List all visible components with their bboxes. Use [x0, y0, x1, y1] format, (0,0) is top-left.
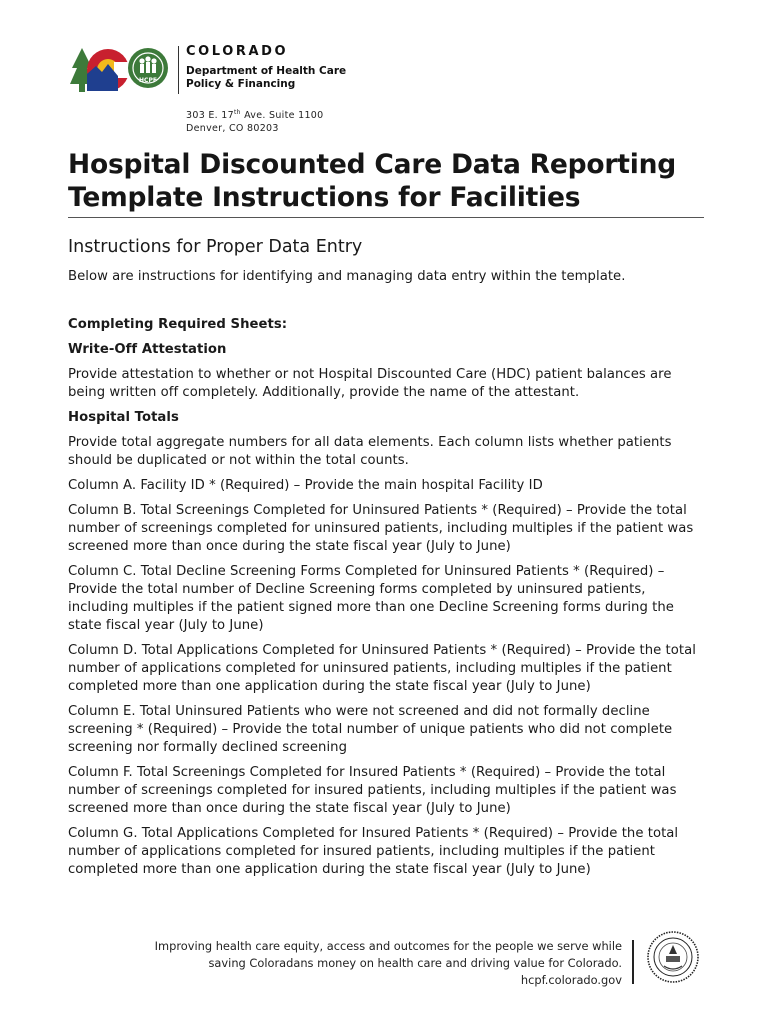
- state-name: COLORADO: [186, 44, 289, 59]
- address-line-2: Denver, CO 80203: [186, 123, 279, 135]
- agency-logo: [68, 44, 368, 136]
- address: [186, 106, 323, 135]
- column-g-paragraph: Column G. Total Applications Completed for Insured Patients * (Required) – Provide the total number of applications completed for insured patients, including multiples if the patient completed more than one application during the state fiscal year (July to June): [68, 826, 679, 877]
- document-subtitle: Instructions for Proper Data Entry: [68, 237, 363, 257]
- document-title: Hospital Discounted Care Data Reporting Template Instructions for Facilities: [68, 148, 704, 218]
- footer-line-2: saving Coloradans money on health care and driving value for Colorado.: [208, 956, 622, 970]
- logo-badge-text: HCPF: [139, 77, 157, 84]
- column-f-paragraph: Column F. Total Screenings Completed for Insured Patients * (Required) – Provide the total number of screenings completed for insured patients, including multiples if the patient was screened more than once during the state fiscal year (July to June): [68, 765, 677, 816]
- logo-text: [186, 44, 346, 91]
- department-line-1: Department of Health Care: [186, 65, 347, 77]
- department-line-2: Policy & Financing: [186, 78, 296, 90]
- write-off-paragraph: Provide attestation to whether or not Hospital Discounted Care (HDC) patient balances are being written off completely. Additionally, provide the name of the attestant.: [68, 367, 672, 400]
- footer-divider: [632, 940, 634, 984]
- footer-website: hcpf.colorado.gov: [520, 973, 622, 987]
- footer-line-1: Improving health care equity, access and outcomes for the people we serve while: [154, 939, 622, 953]
- logo-divider: [178, 46, 179, 94]
- state-seal-icon: [646, 930, 700, 984]
- column-b-paragraph: Column B. Total Screenings Completed for Uninsured Patients * (Required) – Provide the total number of screenings completed for uninsured patients, including multiples if the patient was screened more than once during the state fiscal year (July to June): [68, 503, 694, 554]
- column-a-paragraph: Column A. Facility ID * (Required) – Provide the main hospital Facility ID: [68, 478, 543, 493]
- column-c-paragraph: Column C. Total Decline Screening Forms Completed for Uninsured Patients * (Required) – Provide the total number of Decline Screening forms completed by uninsured patients, including multiples if the patient signed more than one Decline Screening forms during the state fiscal year (July to June): [68, 564, 674, 633]
- hospital-totals-heading: Hospital Totals: [68, 410, 179, 425]
- footer-text: [102, 938, 622, 989]
- hospital-totals-intro: Provide total aggregate numbers for all data elements. Each column lists whether patients should be duplicated or not within the total counts.: [68, 435, 672, 468]
- intro-paragraph: Below are instructions for identifying and managing data entry within the template.: [68, 269, 626, 284]
- column-e-paragraph: Column E. Total Uninsured Patients who were not screened and did not formally decline screening * (Required) – Provide the total number of unique patients who did not complete screening nor formally declined screening: [68, 704, 673, 755]
- document-body: [68, 268, 704, 886]
- column-d-paragraph: Column D. Total Applications Completed for Uninsured Patients * (Required) – Provide the total number of applications completed for uninsured patients, including multiples if the patient completed more than one application during the state fiscal year (July to June): [68, 643, 696, 694]
- required-sheets-heading: Completing Required Sheets:: [68, 317, 288, 332]
- colorado-c-logo-icon: [68, 44, 172, 94]
- address-line-1: 303 E. 17th Ave. Suite 1100: [186, 109, 324, 122]
- write-off-heading: Write-Off Attestation: [68, 342, 227, 357]
